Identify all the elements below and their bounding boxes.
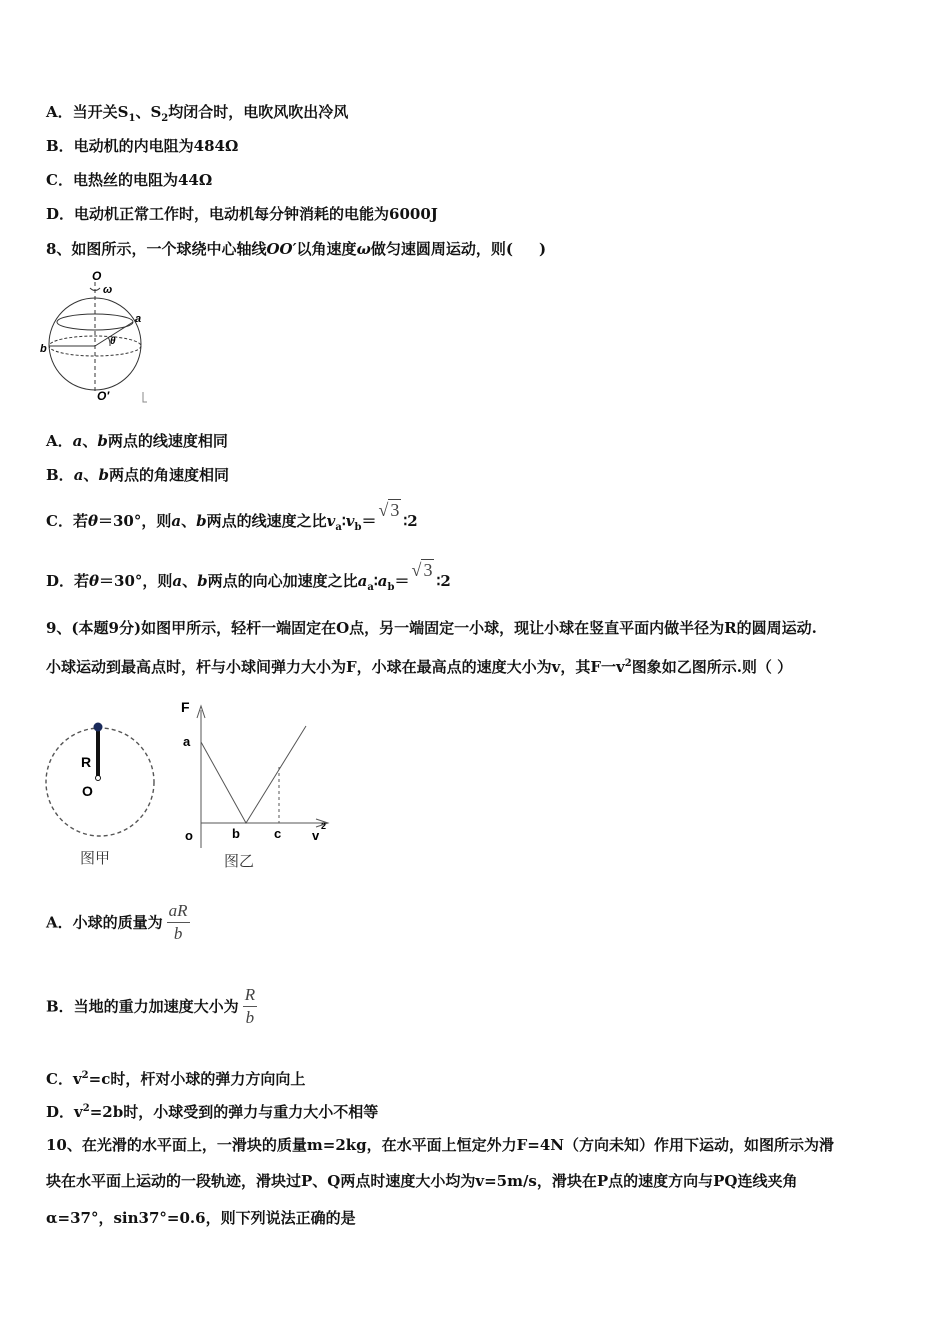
q8-sphere-figure	[40, 266, 155, 408]
label-o: o	[185, 828, 193, 843]
label-v: v	[312, 828, 320, 843]
ball	[94, 723, 103, 732]
fraction-R-over-b: $\frac{R}{b}$	[244, 985, 256, 1027]
q9-figure-jia	[40, 716, 165, 874]
q7-option-a: A．当开关$S_1$、$S_2$均闭合时，电吹风吹出冷风	[46, 103, 349, 124]
q8-option-b: B．a、b两点的角速度相同	[46, 466, 229, 484]
f-v2-graph-line	[201, 726, 306, 823]
label-b: b	[40, 343, 47, 355]
q7-option-c: C．电热丝的电阻为44Ω	[46, 171, 213, 189]
q9-stem-line2: 小球运动到最高点时，杆与小球间弹力大小为F，小球在最高点的速度大小为v，其F一$v^2$图象如乙图所示.则（ ）	[46, 658, 793, 676]
q8-stem: 8、如图所示，一个球绕中心轴线OO′以角速度ω做匀速圆周运动，则( )	[46, 240, 547, 258]
q8-option-a: A．a、b两点的线速度相同	[46, 432, 228, 450]
caption-jia: 图甲	[80, 850, 111, 867]
q9-option-c: C．$v^2=c$时，杆对小球的弹力方向向上	[46, 1070, 306, 1088]
q7-option-b: B．电动机的内电阻为484Ω	[46, 137, 239, 155]
label-a: a	[135, 313, 142, 325]
q8-option-c: C．若θ＝30°，则a、b两点的线速度之比$v_a∶v_b=√$ 3∶2	[46, 500, 418, 533]
q8-option-d: D．若θ＝30°，则a、b两点的向心加速度之比$a_a∶a_b=√$ 3∶2	[46, 560, 451, 593]
label-O-prime: O′	[97, 389, 110, 403]
label-O: O	[82, 783, 93, 799]
q10-stem-line2: 块在水平面上运动的一段轨迹，滑块过P、Q两点时速度大小均为v=5m/s，滑块在P点的速度方向与PQ连线夹角	[46, 1172, 798, 1190]
label-omega: ω	[103, 284, 113, 296]
fraction-aR-over-b: $\frac{aR}{b}$	[168, 901, 188, 943]
q9-stem-line1: 9、(本题9分)如图甲所示，轻杆一端固定在O点，另一端固定一小球，现让小球在竖直平面内做半径为R的圆周运动.	[46, 619, 817, 637]
q7-option-d: D．电动机正常工作时，电动机每分钟消耗的电能为6000J	[46, 205, 438, 223]
paragraph-mark-icon	[143, 392, 147, 402]
q9-option-b: B．当地的重力加速度大小为 $\frac{R}{b}$	[46, 985, 256, 1027]
label-F: F	[181, 699, 190, 715]
q9-option-a: A．小球的质量为 $\frac{aR}{b}$	[46, 901, 188, 943]
sqrt-3: √ 3	[378, 500, 400, 520]
label-O: O	[92, 269, 102, 283]
q9-figure-yi	[176, 698, 336, 876]
q10-stem-line1: 10、在光滑的水平面上，一滑块的质量m=2kg，在水平面上恒定外力F=4N（方向未知）作用下运动，如图所示为滑	[46, 1136, 835, 1154]
label-c: c	[274, 826, 282, 841]
label-b: b	[232, 826, 240, 841]
q9-option-d: D．$v^2=2b$时，小球受到的弹力与重力大小不相等	[46, 1103, 379, 1121]
q10-stem-line3: α=37°，sin37°=0.6，则下列说法正确的是	[46, 1209, 356, 1227]
label-v-sup: 2	[321, 821, 327, 831]
pivot-O	[96, 776, 101, 781]
caption-yi: 图乙	[224, 853, 255, 870]
label-R: R	[81, 754, 92, 770]
sqrt-3: √ 3	[411, 560, 433, 580]
label-a: a	[183, 734, 191, 749]
label-theta: θ	[110, 336, 116, 347]
